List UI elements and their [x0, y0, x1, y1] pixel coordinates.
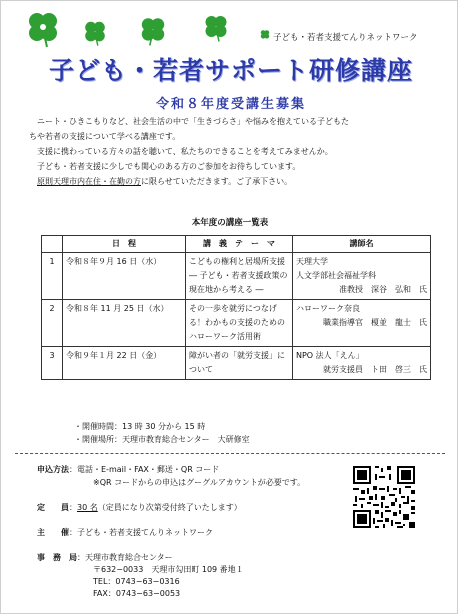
intro-line: ニート・ひきこもりなど、社会生活の中で「生きづらさ」や悩みを抱えている子どもた: [37, 117, 349, 126]
qr-code-icon[interactable]: [351, 464, 417, 530]
page-subtitle: 令和８年度受講生募集: [155, 97, 306, 112]
column-header-lecturer: 講師名: [293, 236, 431, 253]
row-lecturer: [293, 300, 431, 347]
lecturer-department: 人文学部社会福祉学科: [296, 271, 376, 280]
row-date: 令和８年９月 16 日（水）: [63, 253, 186, 300]
office-fax: FAX：0743−63−0053: [93, 589, 181, 598]
row-date: 令和８年 11 月 25 日（水）: [63, 300, 186, 347]
organization-name: 子ども・若者支援てんりネットワーク: [273, 33, 418, 43]
row-theme: こどもの権利と居場所支援 ― 子ども・若者支援政策の現在地から考える ―: [186, 253, 293, 300]
capacity: 定 員：30 名（定員になり次第受付終了いたします）: [37, 503, 242, 512]
lecturer-name: 就労支援員 ト田 啓三 氏: [323, 365, 427, 374]
event-time: ・開催時間：13 時 30 分から 15 時: [74, 422, 206, 431]
application-method-label: 申込方法: [37, 465, 69, 474]
capacity-note: （定員になり次第受付終了いたします）: [97, 503, 242, 512]
office: [37, 552, 173, 563]
application-method-value: ：電話・E-mail・FAX・郵送・QR コード: [69, 465, 220, 474]
lecturer-affiliation: NPO 法人「えん」: [296, 351, 364, 360]
section-divider: [15, 453, 445, 454]
office-label: 事 務 局: [37, 553, 77, 562]
table-row: [42, 253, 431, 300]
lecture-table: [41, 235, 431, 380]
row-theme: 障がい者の「就労支援」について: [186, 347, 293, 380]
clover-icon: [137, 15, 169, 47]
intro-line: 支援に携わっている方々の話を聴いて、私たちのできることを考えてみませんか。: [37, 147, 333, 156]
lecturer-affiliation: ハローワーク奈良: [296, 304, 360, 313]
column-header-date: 日 程: [63, 236, 186, 253]
lecturer-affiliation: 天理大学: [296, 257, 328, 266]
intro-line-eligibility: [29, 174, 434, 189]
application-method: [37, 464, 219, 475]
column-header-theme: 講 義 テ ー マ: [186, 236, 293, 253]
row-date: 令和９年１月 22 日（金）: [63, 347, 186, 380]
table-row: [42, 347, 431, 380]
column-header-number: [42, 236, 63, 253]
intro-line: 子ども・若者支援に少しでも関心のある方のご参加をお待ちしています。: [37, 162, 301, 171]
clover-icon: [201, 13, 231, 43]
clover-icon: [81, 19, 109, 47]
table-header-row: [42, 236, 431, 253]
row-number: 1: [42, 253, 63, 300]
event-details: [74, 420, 250, 446]
intro-line: ちや若者の支援について学べる講座です。: [29, 132, 181, 141]
row-theme: その一歩を就労につなげる！わかもの支援のためのハローワーク活用術: [186, 300, 293, 347]
qr-note: ※QR コードからの申込はグーグルアカウントが必要です。: [93, 478, 306, 487]
office-value: ：天理市教育総合センター: [77, 553, 173, 562]
clover-icon: [259, 29, 271, 41]
host-value: ：子ども・若者支援てんりネットワーク: [69, 528, 213, 537]
row-lecturer: [293, 253, 431, 300]
host-label: 主 催: [37, 528, 69, 537]
office-address: 〒632−0033 天理市勾田町 109 番地１: [93, 565, 244, 574]
row-lecturer: [293, 347, 431, 380]
capacity-number: 30 名: [77, 503, 98, 512]
table-title: 本年度の講座一覧表: [191, 218, 269, 228]
page-title: 子ども・若者サポート研修講座: [48, 56, 413, 85]
host: [37, 527, 213, 538]
lecturer-name: 准教授 深谷 弘和 氏: [339, 285, 427, 294]
capacity-label: 定 員: [37, 503, 69, 512]
table-row: [42, 300, 431, 347]
office-tel: TEL：0743−63−0316: [93, 577, 180, 586]
eligibility-condition: 原則天理市内在住・在勤の方: [37, 177, 141, 186]
row-number: 2: [42, 300, 63, 347]
lecturer-name: 職業指導官 榎並 龍士 氏: [323, 318, 427, 327]
row-number: 3: [42, 347, 63, 380]
eligibility-note: に限らせていただきます。ご了承下さい。: [141, 177, 293, 186]
event-place: ・開催場所：天理市教育総合センター 大研修室: [74, 435, 250, 444]
clover-icon: [23, 9, 63, 49]
intro-text: [29, 114, 434, 189]
